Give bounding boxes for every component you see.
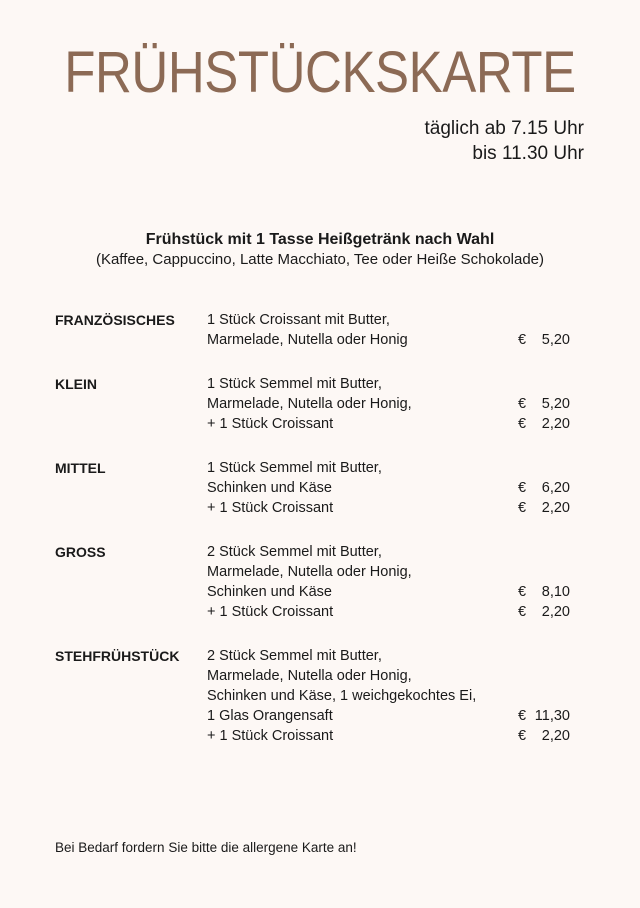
currency-symbol: € <box>518 604 527 620</box>
currency-symbol: € <box>518 396 527 412</box>
menu-section <box>55 310 585 350</box>
menu-line <box>207 478 585 498</box>
menu-line-text: + 1 Stück Croissant <box>207 416 334 432</box>
menu-line <box>207 310 585 330</box>
section-lines <box>207 374 585 434</box>
menu-section <box>55 374 585 434</box>
menu-line <box>207 602 585 622</box>
allergen-note: Bei Bedarf fordern Sie bitte die allergene Karte an! <box>55 840 357 855</box>
menu-line-text: 1 Glas Orangensaft <box>207 708 333 724</box>
page-title: FRÜHSTÜCKSKARTE <box>64 40 576 105</box>
price-value: 6,20 <box>541 480 570 496</box>
menu-line <box>207 394 585 414</box>
section-name: FRANZÖSISCHES <box>55 312 175 328</box>
intro-subtext: (Kaffee, Cappuccino, Latte Macchiato, Tee oder Heiße Schokolade) <box>95 251 545 268</box>
section-lines <box>207 310 585 350</box>
section-lines <box>207 542 585 622</box>
intro-block <box>0 230 640 269</box>
currency-symbol: € <box>518 480 527 496</box>
menu-line <box>207 498 585 518</box>
menu-section <box>55 646 585 746</box>
opening-hours-line-2: bis 11.30 Uhr <box>472 143 584 164</box>
menu-line <box>207 542 585 562</box>
menu-line <box>207 458 585 478</box>
menu-list <box>55 310 585 770</box>
menu-line <box>207 666 585 686</box>
currency-symbol: € <box>518 332 527 348</box>
opening-hours-line-1: täglich ab 7.15 Uhr <box>424 118 584 139</box>
menu-line <box>207 374 585 394</box>
opening-hours <box>425 116 585 166</box>
menu-line-text: Marmelade, Nutella oder Honig, <box>207 668 412 684</box>
menu-line <box>207 414 585 434</box>
menu-section <box>55 458 585 518</box>
currency-symbol: € <box>518 416 527 432</box>
menu-line <box>207 646 585 666</box>
currency-symbol: € <box>518 708 527 724</box>
menu-line-text: + 1 Stück Croissant <box>207 728 334 744</box>
price-value: 8,10 <box>541 584 570 600</box>
menu-line-text: Marmelade, Nutella oder Honig, <box>207 564 412 580</box>
price-value: 5,20 <box>541 332 570 348</box>
menu-line-text: Schinken und Käse <box>207 584 332 600</box>
section-name: MITTEL <box>55 460 106 476</box>
price-value: 5,20 <box>541 396 570 412</box>
menu-line <box>207 330 585 350</box>
menu-section <box>55 542 585 622</box>
section-name: STEHFRÜHSTÜCK <box>55 648 180 664</box>
menu-line-text: Schinken und Käse, 1 weichgekochtes Ei, <box>207 688 477 704</box>
price-value: 2,20 <box>541 500 570 516</box>
menu-line <box>207 706 585 726</box>
menu-line-text: Marmelade, Nutella oder Honig, <box>207 396 412 412</box>
menu-line-text: 1 Stück Croissant mit Butter, <box>207 312 390 328</box>
section-name: KLEIN <box>55 376 97 392</box>
section-lines <box>207 646 585 746</box>
menu-line-text: 2 Stück Semmel mit Butter, <box>207 544 382 560</box>
menu-line-text: + 1 Stück Croissant <box>207 604 334 620</box>
menu-line <box>207 726 585 746</box>
menu-line-text: Marmelade, Nutella oder Honig <box>207 332 408 348</box>
menu-line-text: 1 Stück Semmel mit Butter, <box>207 460 382 476</box>
menu-line-text: 2 Stück Semmel mit Butter, <box>207 648 382 664</box>
menu-line-text: Schinken und Käse <box>207 480 332 496</box>
intro-heading: Frühstück mit 1 Tasse Heißgetränk nach Wahl <box>145 231 495 248</box>
price-value: 2,20 <box>541 604 570 620</box>
menu-line <box>207 562 585 582</box>
currency-symbol: € <box>518 728 527 744</box>
section-lines <box>207 458 585 518</box>
currency-symbol: € <box>518 584 527 600</box>
price-value: 2,20 <box>541 728 570 744</box>
currency-symbol: € <box>518 500 527 516</box>
section-name: GROSS <box>55 544 106 560</box>
menu-line <box>207 582 585 602</box>
menu-line-text: 1 Stück Semmel mit Butter, <box>207 376 382 392</box>
price-value: 11,30 <box>534 708 570 724</box>
price-value: 2,20 <box>541 416 570 432</box>
menu-line-text: + 1 Stück Croissant <box>207 500 334 516</box>
menu-line <box>207 686 585 706</box>
